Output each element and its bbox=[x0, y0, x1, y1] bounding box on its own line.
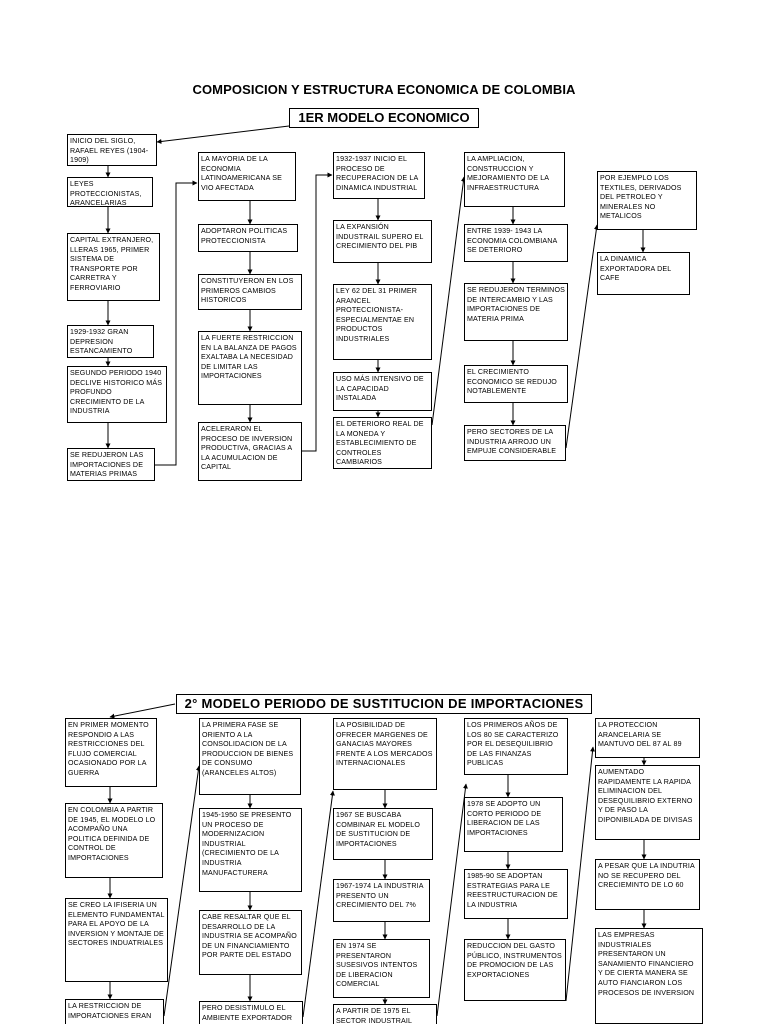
m2-col5-box-3: A PESAR QUE LA INDUTRIA NO SE RECUPERO DEL CRECIEMINTO DE LO 60 bbox=[595, 859, 700, 910]
m1-col4-box-3: SE REDUJERON TERMINOS DE INTERCAMBIO Y LAS IMPORTACIONES DE MATERIA PRIMA bbox=[464, 283, 568, 341]
m1-col2-box-4: LA FUERTE RESTRICCION EN LA BALANZA DE PAGOS EXALTABA LA NECESIDAD DE LIMITAR LAS IMPORTACIONES bbox=[198, 331, 302, 405]
m1-col4-box-1: LA AMPLIACION, CONSTRUCCION Y MEJORAMIENTO DE LA INFRAESTRUCTURA bbox=[464, 152, 565, 207]
arrow-m2c4-to-col5 bbox=[566, 747, 593, 1001]
m1-col2-box-1: LA MAYORIA DE LA ECONOMIA LATINOAMERICANA SE VIO AFECTADA bbox=[198, 152, 296, 201]
m2-col3-box-1: LA POSIBILIDAD DE OFRECER MARGENES DE GANACIAS MAYORES FRENTE A LOS MERCADOS INTERNACIONALES bbox=[333, 718, 437, 790]
m2-col2-box-1: LA PRIMERA FASE SE ORIENTO A LA CONSOLIDACION DE LA PRODUCCION DE BIENES DE CONSUMO (ARANCELES ALTOS) bbox=[199, 718, 301, 795]
m1-col2-box-3: CONSTITUYERON EN LOS PRIMEROS CAMBIOS HISTORICOS bbox=[198, 274, 302, 310]
m1-col2-box-5: ACELERARON EL PROCESO DE INVERSION PRODUCTIVA, GRACIAS A LA ACUMULACION DE CAPITAL bbox=[198, 422, 302, 481]
arrow-header1-to-col1 bbox=[157, 126, 289, 142]
m2-col3-box-5: A PARTIR DE 1975 EL SECTOR INDUSTRAIL bbox=[333, 1004, 437, 1024]
arrow-m2c2-to-col3 bbox=[303, 791, 333, 1017]
m2-col3-box-2: 1967 SE BUSCABA COMBINAR EL MODELO DE SUSTITUCION DE IMPORTACIONES bbox=[333, 808, 433, 860]
m2-col1-box-4: LA RESTRICCION DE IMPORATCIONES ERAN bbox=[65, 999, 164, 1024]
m1-col4-box-2: ENTRE 1939- 1943 LA ECONOMIA COLOMBIANA SE DETERIORO bbox=[464, 224, 568, 262]
m1-col5-box-2: LA DINAMICA EXPORTADORA DEL CAFE bbox=[597, 252, 690, 295]
m2-col4-box-1: LOS PRIMEROS AÑOS DE LOS 80 SE CARACTERIZO POR EL DESEQUILIBRIO DE LAS FINANZAS PUBLICAS bbox=[464, 718, 568, 775]
m2-col2-box-4: PERO DESISTIMULO EL AMBIENTE EXPORTADOR bbox=[199, 1001, 303, 1024]
m2-col3-box-4: EN 1974 SE PRESENTARON SUSESIVOS INTENTOS DE LIBERACION COMERCIAL bbox=[333, 939, 430, 998]
m1-col4-box-4: EL CRECIMIENTO ECONOMICO SE REDUJO NOTABLEMENTE bbox=[464, 365, 568, 403]
m2-col3-box-3: 1967-1974 LA INDUSTRIA PRESENTO UN CRECIMIENTO DEL 7% bbox=[333, 879, 430, 922]
m2-col5-box-4: LAS EMPRESAS INDUSTRIALES PRESENTARON UN SANAMIENTO FINANCIERO Y DE CIERTA MANERA SE AUTO FIANCIARON LOS PROCESOS DE INVERSION bbox=[595, 928, 703, 1024]
m1-col3-box-4: USO MÁS INTENSIVO DE LA CAPACIDAD INSTALADA bbox=[333, 372, 432, 411]
m1-col1-box-3: CAPITAL EXTRANJERO, LLERAS 1965, PRIMER SISTEMA DE TRANSPORTE POR CARRETRA Y FERROVIARIO bbox=[67, 233, 160, 301]
m1-col3-box-5: EL DETERIORO REAL DE LA MONEDA Y ESTABLECIMIENTO DE CONTROLES CAMBIARIOS bbox=[333, 417, 432, 469]
page-title: COMPOSICION Y ESTRUCTURA ECONOMICA DE COLOMBIA bbox=[192, 82, 576, 97]
m1-col1-box-5: SEGUNDO PERIODO 1940 DECLIVE HISTORICO MÁS PROFUNDO CRECIMIENTO DE LA INDUSTRIA bbox=[67, 366, 167, 423]
m2-col1-box-3: SE CREO LA IFISERIA UN ELEMENTO FUNDAMENTAL PARA EL APOYO DE LA INVERSION Y MONTAJE DE SECTORES INDUATRIALES bbox=[65, 898, 168, 982]
model1-header: 1ER MODELO ECONOMICO bbox=[289, 108, 479, 128]
m1-col3-box-3: LEY 62 DEL 31 PRIMER ARANCEL PROTECCIONISTA-ESPECIALMENTAE EN PRODUCTOS INDUSTRIALES bbox=[333, 284, 432, 360]
m1-col3-box-2: LA EXPANSIÓN INDUSTRAIL SUPERO EL CRECIMIENTO DEL PIB bbox=[333, 220, 432, 263]
m1-col1-box-2: LEYES PROTECCIONISTAS, ARANCELARIAS bbox=[67, 177, 153, 207]
m2-col1-box-2: EN COLOMBIA A PARTIR DE 1945, EL MODELO LO ACOMPAÑO UNA POLITICA DEFINIDA DE CONTROL DE IMPORTACIONES bbox=[65, 803, 163, 878]
arrow-m1c4-to-col5 bbox=[566, 225, 597, 448]
m1-col1-box-1: INICIO DEL SIGLO, RAFAEL REYES (1904-1909) bbox=[67, 134, 157, 166]
arrow-m2c1-to-col2 bbox=[164, 766, 199, 1016]
m2-col4-box-4: REDUCCION DEL GASTO PÚBLICO, INSTRUMENTOS DE PROMOCION DE LAS EXPORTACIONES bbox=[464, 939, 566, 1001]
arrow-header2-to-col1 bbox=[110, 704, 175, 717]
m1-col1-box-6: SE REDUJERON LAS IMPORTACIONES DE MATERIAS PRIMAS bbox=[67, 448, 155, 481]
m2-col5-box-1: LA PROTECCION ARANCELARIA SE MANTUVO DEL 87 AL 89 bbox=[595, 718, 700, 758]
m2-col1-box-1: EN PRIMER MOMENTO RESPONDIO A LAS RESTRICCIONES DEL FLUJO COMERCIAL OCASIONADO POR LA GUERRA bbox=[65, 718, 157, 787]
m1-col5-box-1: POR EJEMPLO LOS TEXTILES, DERIVADOS DEL PETROLEO Y MINERALES NO METALICOS bbox=[597, 171, 697, 230]
arrow-m1c2-to-col3 bbox=[301, 175, 332, 451]
model2-header: 2° MODELO PERIODO DE SUSTITUCION DE IMPORTACIONES bbox=[176, 694, 592, 714]
m2-col4-box-3: 1985-90 SE ADOPTAN ESTRATEGIAS PARA LE REESTRUCTURACION DE LA INDUSTRIA bbox=[464, 869, 568, 919]
m1-col1-box-4: 1929-1932 GRAN DEPRESION ESTANCAMIENTO bbox=[67, 325, 154, 358]
arrow-m2c3-to-col4 bbox=[437, 784, 466, 1016]
arrow-m1c3-to-col4 bbox=[432, 177, 464, 425]
m2-col2-box-2: 1945-1950 SE PRESENTO UN PROCESO DE MODERNIZACION INDUSTRIAL (CRECIMIENTO DE LA INDUSTRIA MANUFACTURERA bbox=[199, 808, 302, 892]
m2-col4-box-2: 1978 SE ADOPTO UN CORTO PERIODO DE LIBERACION DE LAS IMPORTACIONES bbox=[464, 797, 563, 852]
m2-col2-box-3: CABE RESALTAR QUE EL DESARROLLO DE LA INDUSTRIA SE ACOMPAÑO DE UN FINANCIAMIENTO POR PARTE DEL ESTADO bbox=[199, 910, 302, 975]
m1-col2-box-2: ADOPTARON POLITICAS PROTECCIONISTA bbox=[198, 224, 298, 252]
m1-col3-box-1: 1932-1937 INICIO EL PROCESO DE RECUPERACION DE LA DINAMICA INDUSTRIAL bbox=[333, 152, 425, 199]
m1-col4-box-5: PERO SECTORES DE LA INDUSTRIA ARROJO UN EMPUJE CONSIDERABLE bbox=[464, 425, 566, 461]
m2-col5-box-2: AUMENTADO RAPIDAMENTE LA RAPIDA ELIMINACION DEL DESEQUILIBRIO EXTERNO Y DE PASO LA DIPONIBILADA DE DIVISAS bbox=[595, 765, 700, 840]
